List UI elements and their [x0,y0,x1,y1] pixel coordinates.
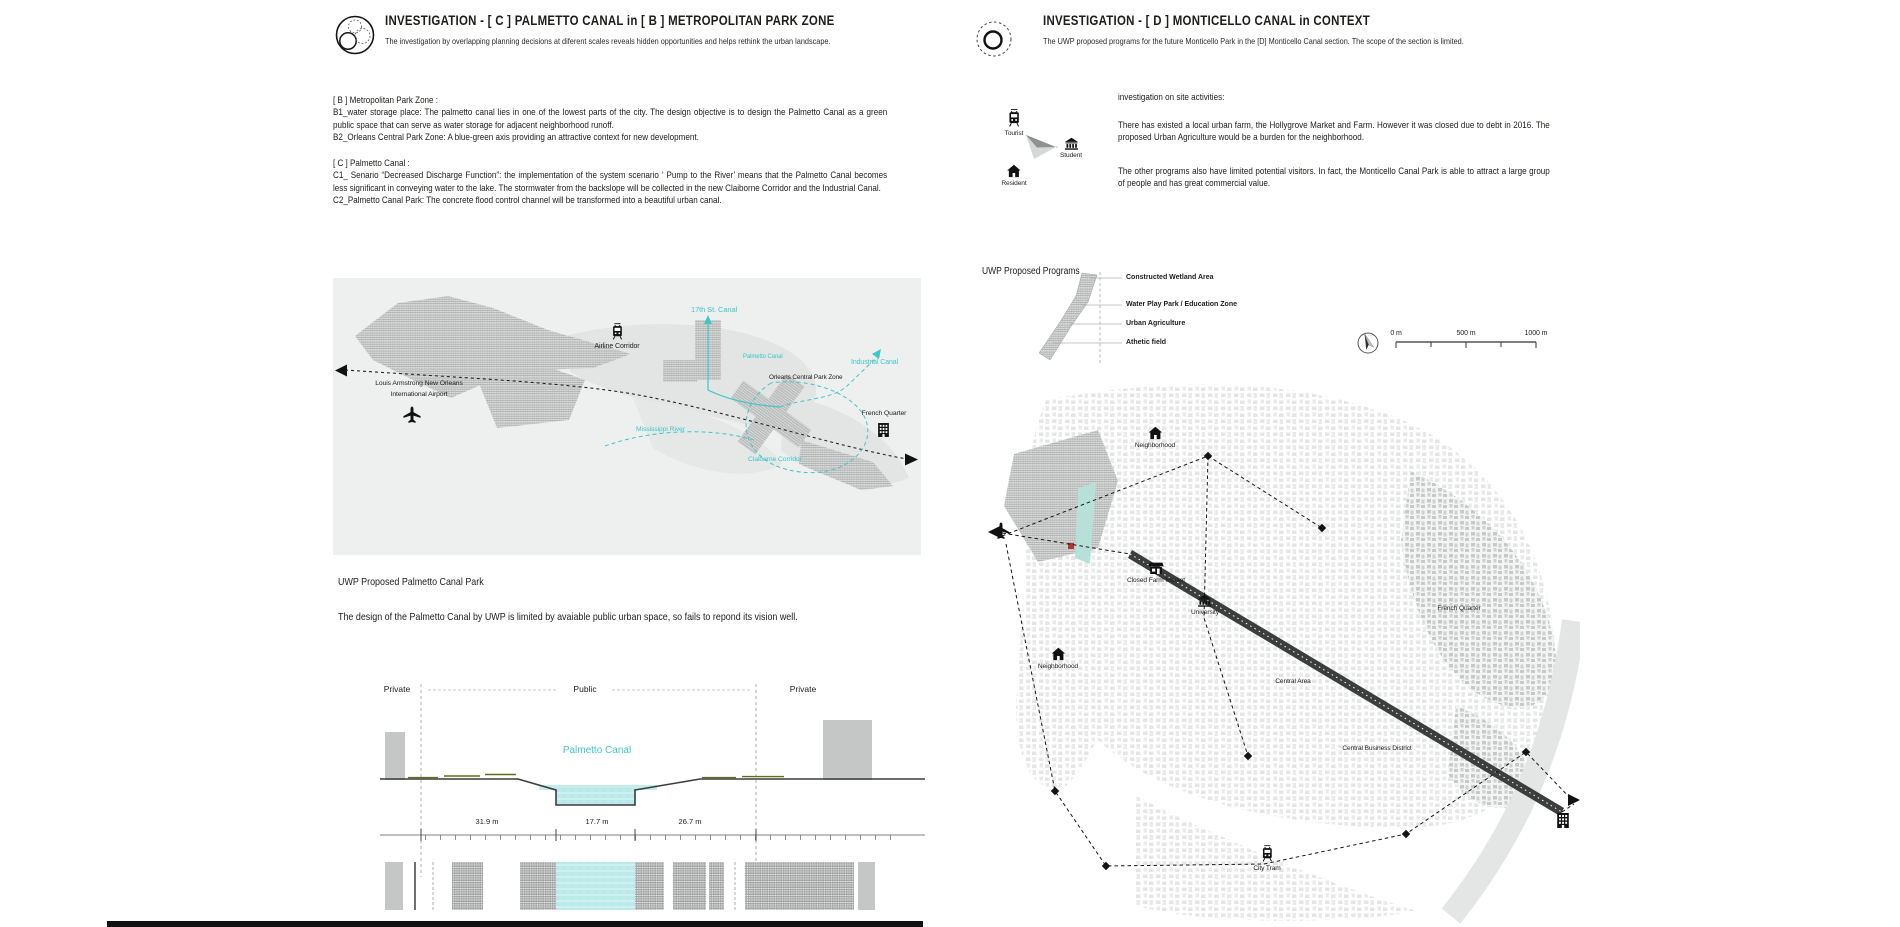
mississippi-label: Mississippi River [636,426,685,433]
university-label: University [1191,609,1219,616]
compass-icon [1356,331,1380,355]
canal-water [556,788,635,805]
left-building-block [385,732,405,780]
resident-label: Resident [1001,180,1027,187]
neighborhood-north-label: Neighborhood [1134,442,1176,449]
zone-public: Public [573,684,597,694]
canal-section-label: Palmetto Canal [562,745,632,756]
building-icon [877,422,890,438]
program-waterplay-label: Water Play Park / Education Zone [1126,301,1237,308]
c1-paragraph: C1_ Senario “Decreased Discharge Function”: the implementation of the system scenario ‘ Pump to the River’ means that the Palmetto Canal becomes less significant in conveying water to the lake. The stormwater from the backslope will be collected in the new Claiborne Corridor and the Industrial Canal. [333,170,888,194]
section-heading: UWP Proposed Palmetto Canal Park [338,576,484,588]
dimension-26-7: 26.7 m [678,817,702,826]
claiborne-label: Claiborne Corridor [748,456,802,463]
palmetto-canal-label: Palmetto Canal [743,354,783,360]
left-panel-subtitle: The investigation by overlapping planning decisions at diferent scales reveals hidden opportunities and helps rethink the urban landscape. [385,36,831,46]
orleans-zone-label: Orleans Central Park Zone [769,374,843,381]
industrial-canal-label: Industrial Canal [851,359,899,366]
b-heading: [ B ] Metropolitan Park Zone : [333,95,439,106]
city-tram-label: City Tram [1253,865,1281,872]
closed-farm-marker [1127,560,1185,584]
scale-1000-label: 1000 m [1524,330,1548,337]
airport-label-line1: Louis Armstrong New Orleans [375,380,463,387]
right-building-block [823,720,872,780]
french-quarter-label: French Quarter [1437,605,1481,612]
canal-17th-label: 17th St. Canal [691,305,738,314]
neighborhood-west-label: Neighborhood [1037,663,1079,670]
plane-icon [992,522,1010,540]
c2-paragraph: C2_Palmetto Canal Park: The concrete flood control channel will be transformed into a beautiful urban canal. [333,195,722,207]
programs-heading: UWP Proposed Programs [982,266,1080,277]
tram-icon [1260,844,1274,863]
program-athletic-label: Athetic field [1126,339,1167,346]
program-agriculture-label: Urban Agriculture [1126,320,1186,327]
actor-student [1060,137,1082,159]
airline-corridor-marker [594,322,639,350]
bottom-bar [107,921,923,927]
palmetto-context-map [333,278,921,555]
tourist-label: Tourist [1004,130,1024,137]
program-wetland-label: Constructed Wetland Area [1126,274,1214,281]
plane-icon [403,406,421,424]
central-area-label: Central Area [1275,678,1311,685]
focus-circle-icon [974,19,1014,59]
french-quarter-label: French Quarter [861,410,907,417]
airport-label-line2: International Airport [390,391,448,398]
palmetto-map-figure [333,278,921,555]
scale-0-label: 0 m [1390,330,1402,337]
actor-tourist [1005,108,1024,137]
university-icon [1064,137,1079,150]
b1-paragraph: B1_water storage place: The palmetto canal lies in one of the lowest parts of the city. The design objective is to design the Palmetto Canal as a green public space that can serve as water storage for adjacent neighborhood runoff. [333,107,888,131]
triangle-pointer-icon [1024,132,1058,162]
activities-paragraph-1: There has existed a local urban farm, the Hollygrove Market and Farm. However it was closed due to debt in 2016. The proposed Urban Agriculture would be a burden for the neighborhood. [1118,120,1550,144]
plan-strip [385,862,875,910]
canal-plan-band [556,862,635,910]
right-panel-subtitle: The UWP proposed programs for the future Monticello Park in the [D] Monticello Canal section. The scope of the section is limited. [1043,36,1464,46]
monticello-park-shape [1030,270,1122,368]
activities-paragraph-2: The other programs also have limited potential visitors. In fact, the Monticello Canal Park is able to attract a large group of people and has great commercial value. [1118,166,1550,190]
green-banks [408,775,784,778]
city-tram-marker [1253,844,1280,872]
neighborhood-north-marker [1135,426,1175,449]
student-label: Student [1059,152,1083,159]
c-heading: [ C ] Palmetto Canal : [333,157,410,169]
actor-resident [1001,164,1026,187]
building-icon [1556,812,1570,829]
dimension-31-9: 31.9 m [475,817,499,826]
house-icon [1147,426,1162,440]
canal-cross-section-figure [380,682,925,917]
activities-heading: investigation on site activities: [1118,92,1225,103]
scale-bar [1390,340,1540,350]
dimension-17-7: 17.7 m [585,817,609,826]
left-panel-title: INVESTIGATION - [ C ] PALMETTO CANAL in [ B ] METROPOLITAN PARK ZONE [385,13,835,28]
zone-private-left: Private [383,684,411,694]
right-panel-title: INVESTIGATION - [ D ] MONTICELLO CANAL in CONTEXT [1043,13,1370,28]
neighborhood-west-marker [1038,647,1078,670]
airline-corridor-label: Airline Corridor [594,343,640,350]
scale-500-label: 500 m [1456,330,1476,337]
closed-farm-label: Closed Farm Market [1127,577,1185,584]
left-body-text [333,95,887,208]
spacer [333,145,887,158]
section-caption: The design of the Palmetto Canal by UWP is limited by avaiable public urban space, so fails to repond its vision well. [338,611,798,623]
tram-icon [610,322,624,341]
zone-private-right: Private [789,684,817,694]
monticello-context-map [986,366,1580,927]
house-icon [1006,164,1021,178]
house-icon [1050,647,1065,661]
university-icon [1197,594,1212,607]
tram-icon [1006,108,1021,128]
market-icon [1148,560,1164,575]
overlap-circles-icon [334,14,376,56]
university-marker [1191,594,1219,616]
b2-paragraph: B2_Orleans Central Park Zone: A blue-green axis providing an attractive context for new development. [333,132,699,144]
cbd-label: Central Business District [1342,745,1412,752]
ground-line [380,779,925,805]
